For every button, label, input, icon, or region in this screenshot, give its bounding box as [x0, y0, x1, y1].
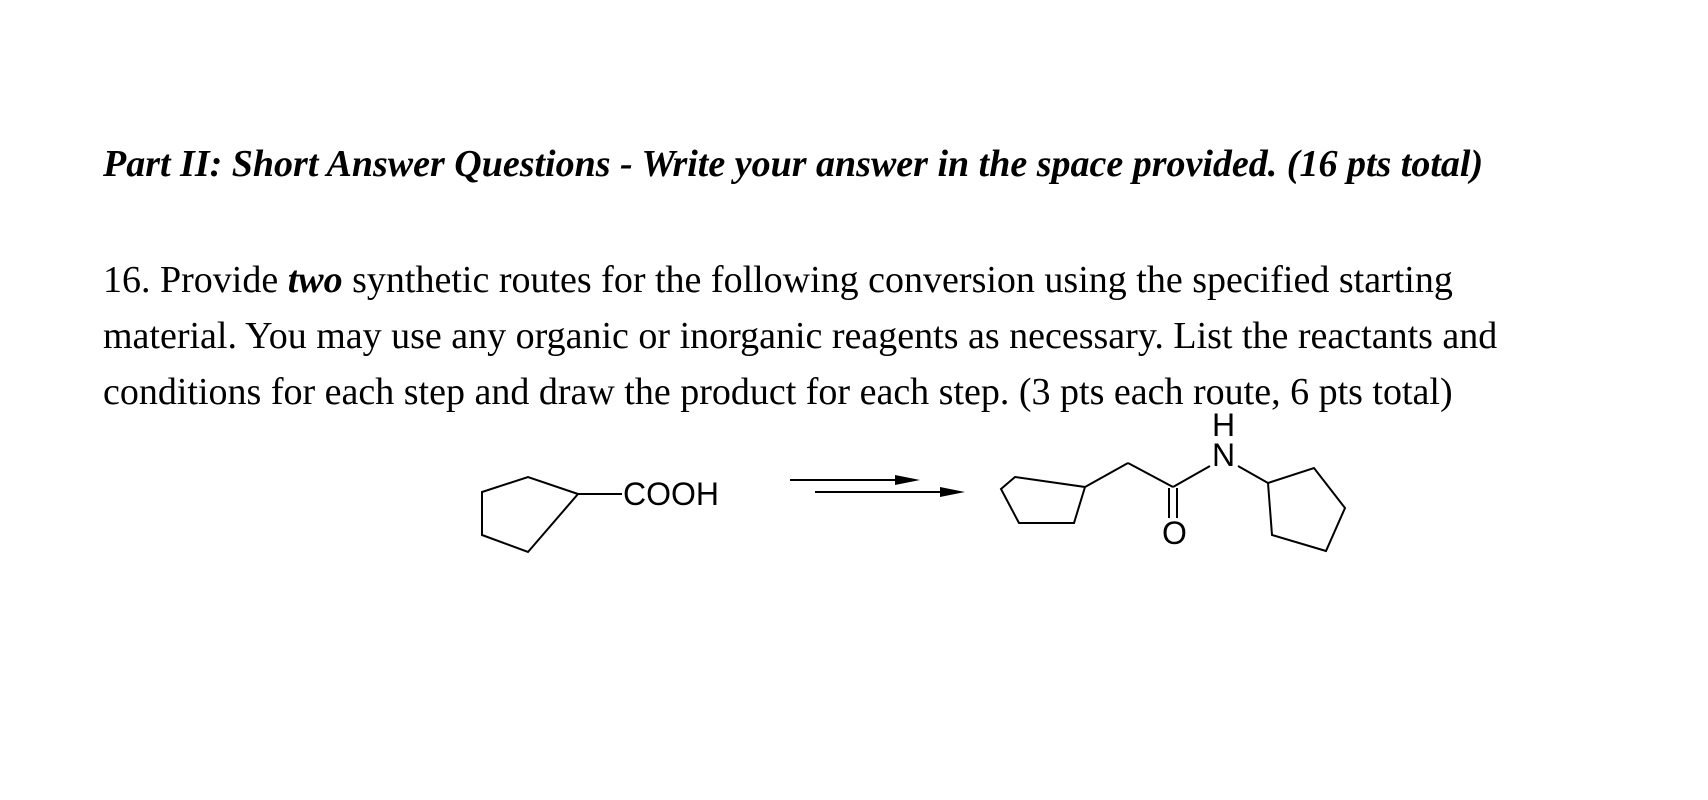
question-line-3: conditions for each step and draw the product for each step. (3 pts each route, 6 pts total)	[103, 371, 1453, 413]
section-heading: Part II: Short Answer Questions - Write your answer in the space provided. (16 pts total)	[103, 143, 1484, 185]
cyclopentane-ring-product-left	[1001, 477, 1085, 523]
question-line-1	[103, 252, 1693, 308]
reaction-arrows	[790, 475, 965, 497]
product-ch2-bond	[1085, 463, 1128, 487]
question-emphasis: two	[287, 259, 343, 301]
product-hydrogen-label: H	[1212, 407, 1236, 443]
product-nitrogen-label: N	[1212, 437, 1236, 473]
cooh-label: COOH	[623, 476, 719, 512]
product-nh-cyclopentyl-bond	[1238, 466, 1268, 483]
question-line-2: material. You may use any organic or inorganic reagents as necessary. List the reactants and	[103, 315, 1498, 357]
starting-material	[482, 477, 622, 552]
reaction-arrow-bottom-head	[940, 487, 965, 497]
question-16	[103, 252, 1693, 420]
reaction-arrow-top-head	[895, 475, 920, 485]
question-intro: 16. Provide	[103, 259, 288, 301]
cyclopentane-ring-product-right	[1268, 468, 1345, 551]
cyclopentane-ring-left	[482, 477, 578, 552]
reaction-scheme	[0, 407, 1708, 580]
product-oxygen-label: O	[1162, 515, 1187, 551]
product-amide-bond	[1173, 466, 1210, 487]
product-carbonyl-bond	[1128, 463, 1173, 487]
question-line-1-rest: synthetic routes for the following conversion using the specified starting	[342, 259, 1453, 301]
